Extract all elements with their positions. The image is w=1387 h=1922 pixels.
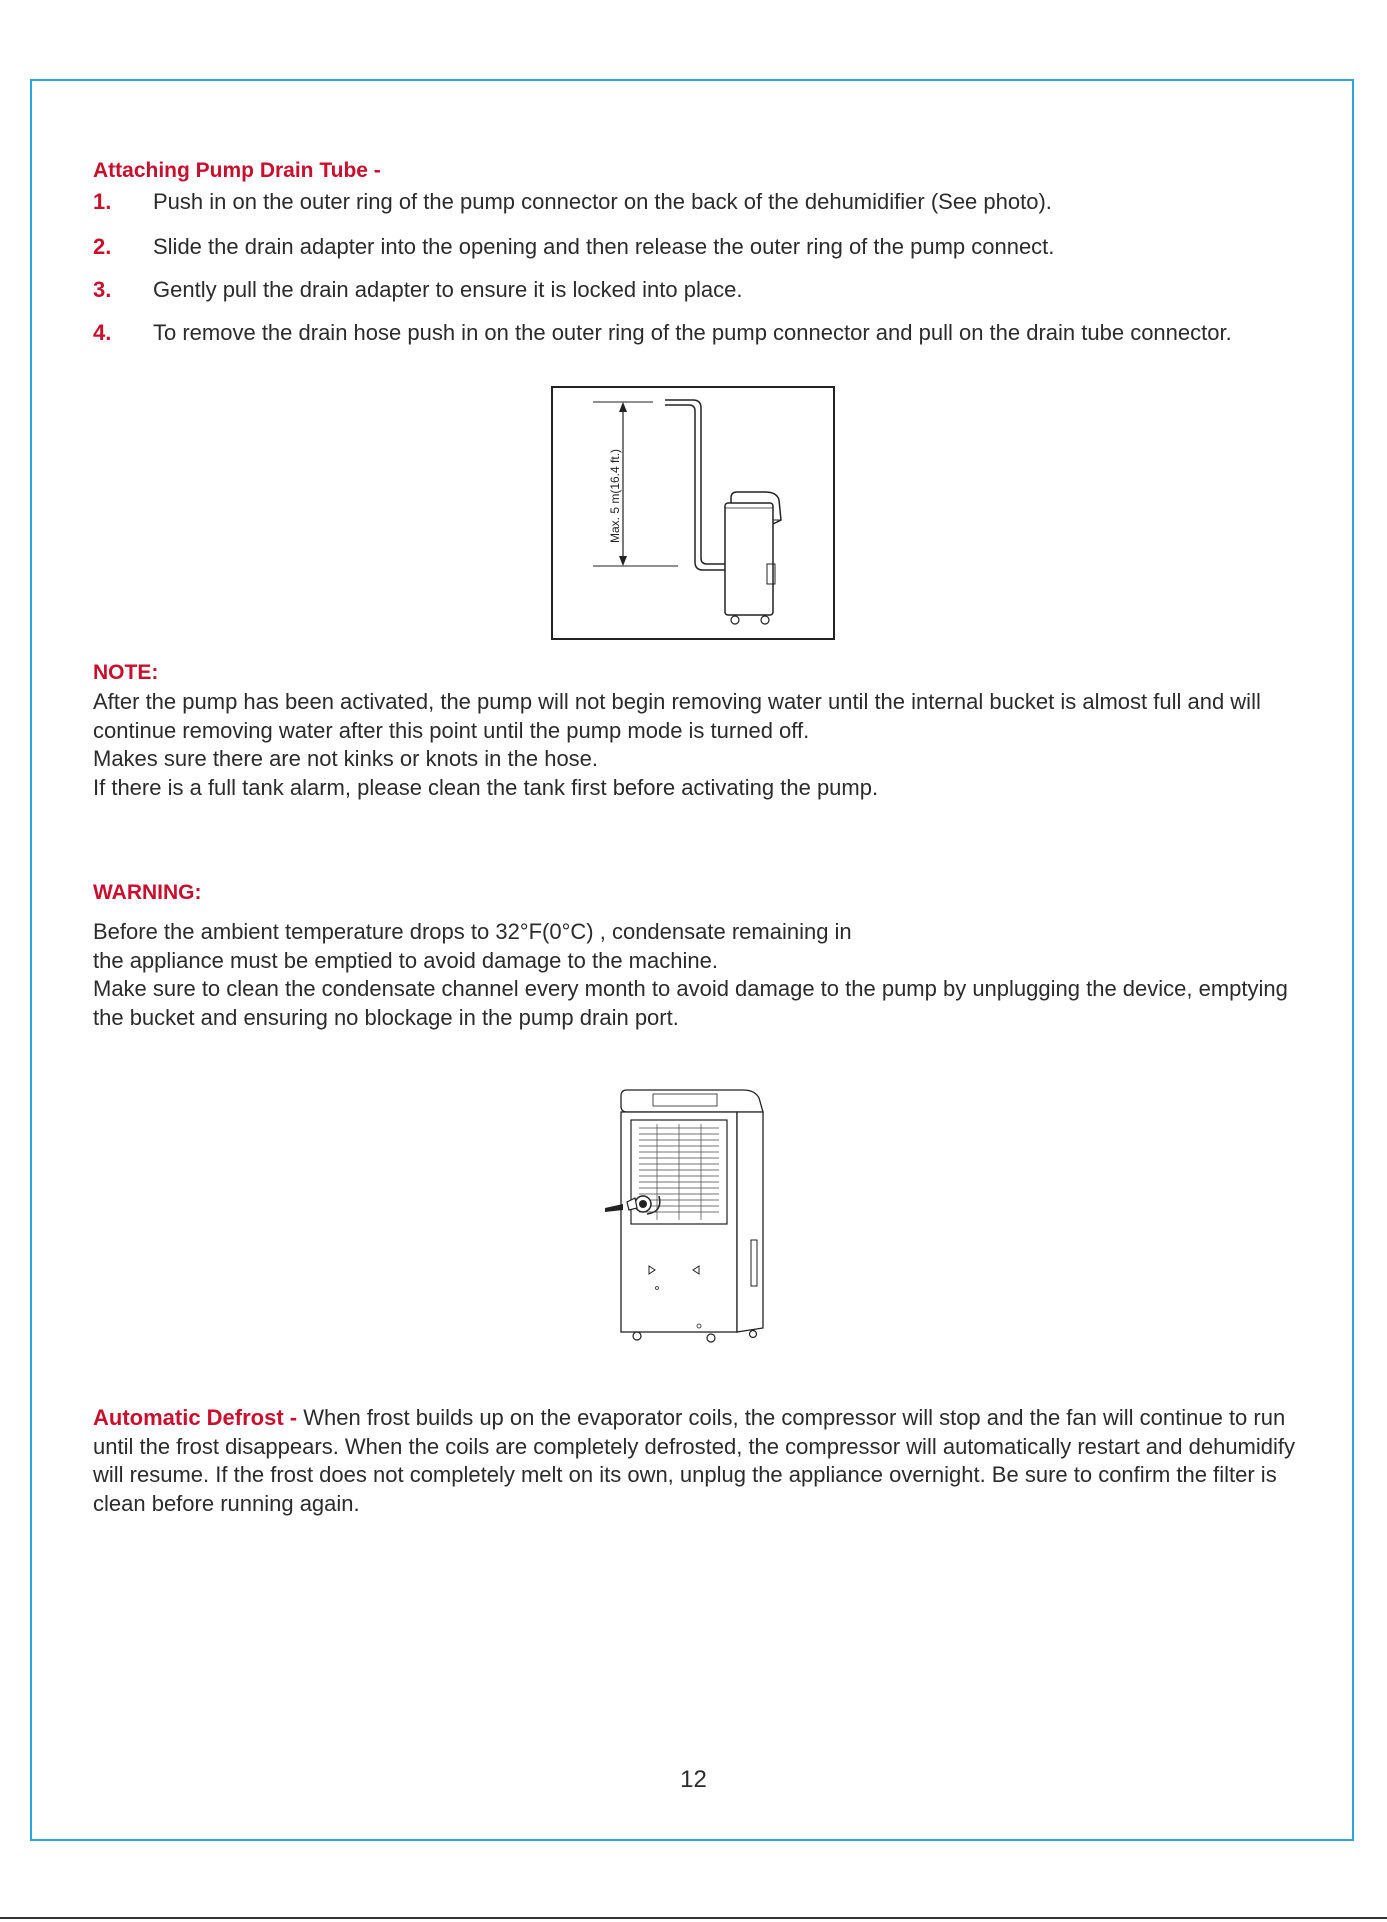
- warning-heading: WARNING:: [93, 881, 202, 904]
- warning-line: Make sure to clean the condensate channel every month to avoid damage to the pump by unplugging the device, emptying the bucket and ensuring no blockage in the pump drain port.: [93, 976, 1288, 1030]
- step-text: To remove the drain hose push in on the outer ring of the pump connector and pull on the drain tube connector.: [153, 320, 1232, 345]
- step-number: 3.: [93, 277, 112, 302]
- step-text: Gently pull the drain adapter to ensure it is locked into place.: [153, 277, 743, 302]
- note-heading: NOTE:: [93, 661, 159, 684]
- note-body: [93, 688, 1313, 802]
- pump-connector-figure: [575, 1080, 815, 1350]
- dehumidifier-rear-illustration: [575, 1080, 815, 1350]
- note-line: After the pump has been activated, the pump will not begin removing water until the internal bucket is almost full and will continue removing water after this point until the pump mode is turned off.: [93, 689, 1261, 743]
- step-number: 2.: [93, 234, 112, 259]
- defrost-heading: Automatic Defrost -: [93, 1405, 298, 1430]
- defrost-paragraph: [93, 1404, 1313, 1518]
- warning-body: [93, 918, 1313, 1032]
- step-text: Slide the drain adapter into the opening and then release the outer ring of the pump connect.: [153, 234, 1055, 259]
- page-number: 12: [680, 1766, 707, 1793]
- drain-height-illustration: [553, 388, 833, 638]
- warning-line: the appliance must be emptied to avoid damage to the machine.: [93, 947, 718, 973]
- max-height-label: Max. 5 m(16.4 ft.): [608, 448, 622, 543]
- defrost-text: When frost builds up on the evaporator coils, the compressor will stop and the fan will continue to run until the frost disappears. When the coils are completely defrosted, the compressor will automatically restart and dehumidify will resume. If the frost does not completely melt on its own, unplug the appliance overnight. Be sure to confirm the filter is clean before running again.: [93, 1405, 1296, 1516]
- step-number: 4.: [93, 320, 112, 345]
- bottom-divider: [0, 1917, 1387, 1919]
- warning-line: Before the ambient temperature drops to 32°F(0°C) , condensate remaining in: [93, 919, 852, 944]
- step-number: 1.: [93, 189, 112, 214]
- drain-height-diagram: [551, 386, 835, 640]
- note-line: Makes sure there are not kinks or knots in the hose.: [93, 746, 599, 771]
- step-text: Push in on the outer ring of the pump connector on the back of the dehumidifier (See photo).: [153, 189, 1052, 214]
- note-line: If there is a full tank alarm, please clean the tank first before activating the pump.: [93, 774, 879, 800]
- pump-drain-heading: Attaching Pump Drain Tube -: [93, 159, 381, 182]
